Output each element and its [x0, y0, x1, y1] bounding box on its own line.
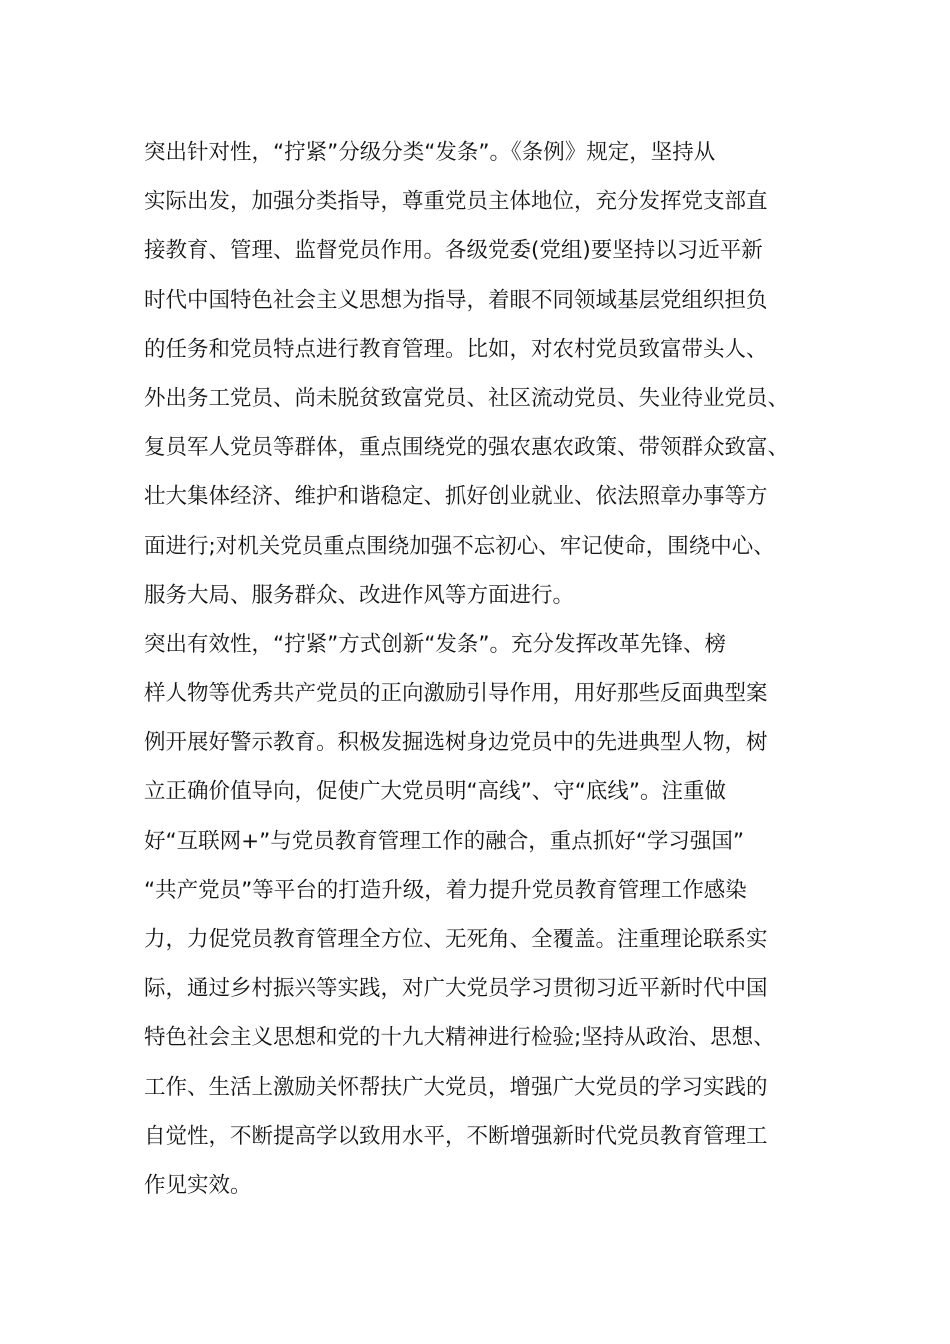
text-line-14: 立正确价值导向，促使广大党员明“高线”、守“底线”。注重做: [144, 779, 727, 805]
text-line-17: 力，力促党员教育管理全方位、无死角、全覆盖。注重理论联系实: [144, 927, 768, 952]
text-line-18: 际，通过乡村振兴等实践，对广大党员学习贯彻习近平新时代中国: [144, 976, 768, 1002]
text-line-7: 复员军人党员等群体，重点围绕党的强农惠农政策、带领群众致富、: [144, 435, 790, 461]
text-line-12: 样人物等优秀共产党员的正向激励引导作用，用好那些反面典型案: [144, 681, 768, 707]
body-text: [144, 128, 834, 1210]
text-line-2: 实际出发，加强分类指导，尊重党员主体地位，充分发挥党支部直: [144, 189, 768, 215]
text-line-6: 外出务工党员、尚未脱贫致富党员、社区流动党员、失业待业党员、: [144, 385, 790, 411]
text-line-1: 突出针对性，“拧紧”分级分类“发条”。《条例》规定，坚持从: [144, 140, 716, 165]
text-line-22: 作见实效。: [144, 1172, 252, 1198]
text-line-20: 工作、生活上激励关怀帮扶广大党员，增强广大党员的学习实践的: [144, 1074, 768, 1100]
text-line-11: 突出有效性，“拧紧”方式创新“发条”。充分发挥改革先锋、榜: [144, 631, 727, 657]
text-line-15: 好“互联网+”与党员教育管理工作的融合，重点抓好“学习强国”: [144, 828, 745, 854]
text-line-10: 服务大局、服务群众、改进作风等方面进行。: [144, 582, 575, 608]
text-line-19: 特色社会主义思想和党的十九大精神进行检验;坚持从政治、思想、: [144, 1025, 775, 1051]
text-line-9: 面进行;对机关党员重点围绕加强不忘初心、牢记使命，围绕中心、: [144, 533, 775, 559]
text-line-8: 壮大集体经济、维护和谐稳定、抓好创业就业、依法照章办事等方: [144, 484, 768, 510]
text-line-3: 接教育、管理、监督党员作用。各级党委(党组)要坚持以习近平新: [144, 238, 763, 264]
text-line-13: 例开展好警示教育。积极发掘选树身边党员中的先进典型人物，树: [144, 730, 768, 756]
text-line-16: “共产党员”等平台的打造升级，着力提升党员教育管理工作感染: [144, 877, 747, 903]
text-line-4: 时代中国特色社会主义思想为指导，着眼不同领域基层党组织担负: [144, 287, 768, 313]
text-line-5: 的任务和党员特点进行教育管理。比如，对农村党员致富带头人、: [144, 336, 768, 362]
text-line-21: 自觉性，不断提高学以致用水平，不断增强新时代党员教育管理工: [144, 1123, 768, 1149]
